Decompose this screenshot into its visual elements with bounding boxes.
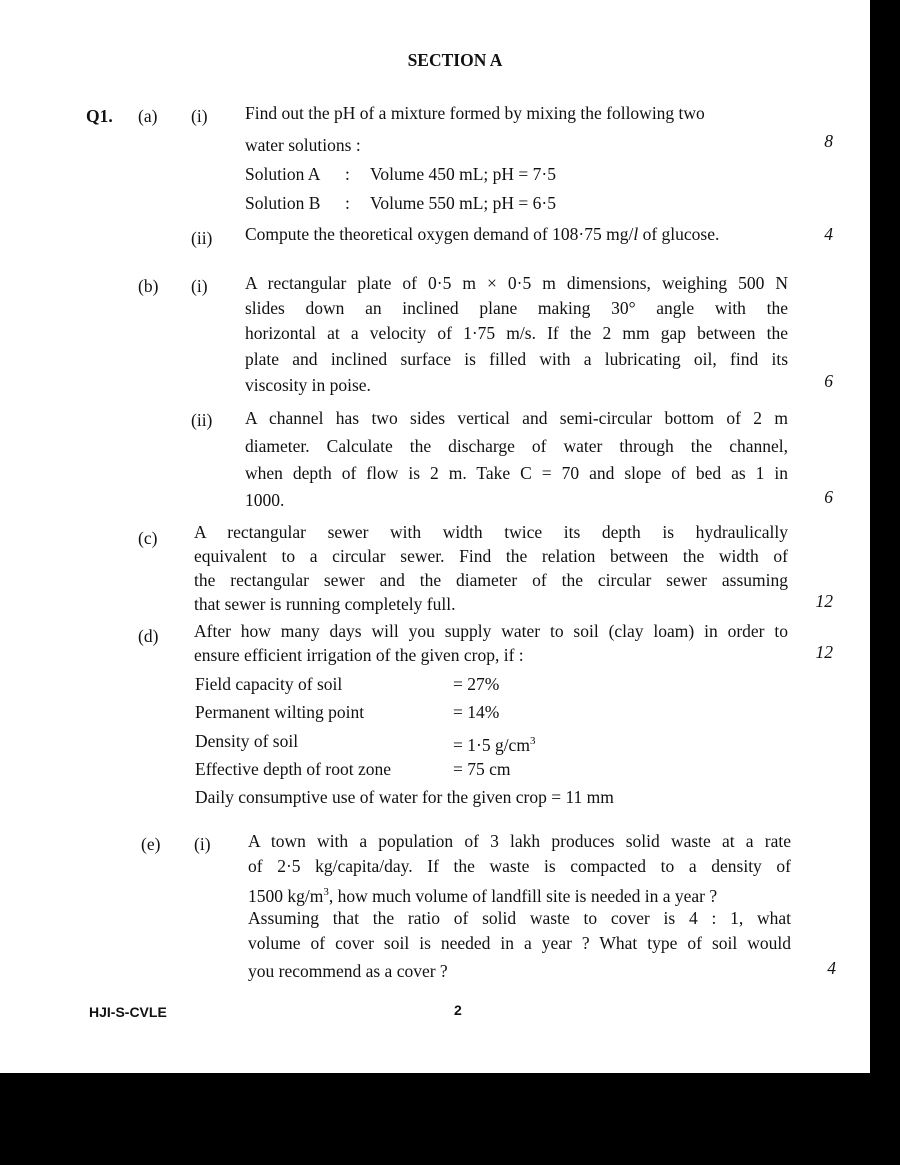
part-e-i-label: (i) — [194, 834, 211, 854]
part-a-i-text: Find out the pH of a mixture formed by mixing the following two — [245, 103, 705, 123]
part-b-i-text: plate and inclined surface is filled with a lubricating oil, find its — [245, 349, 788, 369]
part-a-ii-text: Compute the theoretical oxygen demand of 108·75 mg/l of glucose. — [245, 224, 720, 244]
marks-a-i: 8 — [824, 131, 833, 151]
soil-param-name: Field capacity of soil — [195, 674, 343, 694]
paper-code: HJI-S-CVLE — [89, 1004, 167, 1020]
solution-b-value: Volume 550 mL; pH = 6·5 — [370, 193, 556, 213]
part-c-text: the rectangular sewer and the diameter of the circular sewer assuming — [194, 570, 788, 590]
marks-b-ii: 6 — [824, 487, 833, 507]
part-c-text: equivalent to a circular sewer. Find the relation between the width of — [194, 546, 788, 566]
page-number: 2 — [454, 1002, 462, 1018]
marks-a-ii: 4 — [824, 224, 833, 244]
section-title: SECTION A — [407, 50, 503, 70]
part-c-text: that sewer is running completely full. — [194, 594, 456, 614]
part-b-i-text: horizontal at a velocity of 1·75 m/s. If the 2 mm gap between the — [245, 323, 788, 343]
part-e-i-text: volume of cover soil is needed in a year ? What type of soil would — [248, 933, 791, 953]
soil-param-value: = 1·5 $g/cm^3$ — [453, 734, 536, 755]
part-b-label: (b) — [138, 276, 159, 296]
part-d-text: After how many days will you supply water to soil (clay loam) in order to — [194, 621, 788, 641]
part-d-text: Daily consumptive use of water for the given crop = 11 mm — [195, 787, 614, 807]
part-c-label: (c) — [138, 528, 158, 548]
solution-a-label: Solution A — [245, 164, 321, 184]
solution-b-colon: : — [345, 193, 350, 213]
part-b-ii-label: (ii) — [191, 410, 213, 430]
part-a-label: (a) — [138, 106, 158, 126]
part-b-ii-text: A channel has two sides vertical and semi-circular bottom of 2 m — [245, 408, 788, 428]
part-e-i-text: A town with a population of 3 lakh produces solid waste at a rate — [248, 831, 791, 851]
solution-a-colon: : — [345, 164, 350, 184]
part-c-text: A rectangular sewer with width twice its depth is hydraulically — [194, 522, 788, 542]
part-d-label: (d) — [138, 626, 159, 646]
soil-param-name: Permanent wilting point — [195, 702, 365, 722]
part-b-i-text: A rectangular plate of 0·5 m × 0·5 m dimensions, weighing 500 N — [245, 273, 788, 293]
part-b-ii-text: when depth of flow is 2 m. Take C = 70 and slope of bed as 1 in — [245, 463, 788, 483]
soil-param-value: = 27% — [453, 674, 500, 694]
part-b-ii-text: 1000. — [245, 490, 285, 510]
part-b-i-text: slides down an inclined plane making 30° angle with the — [245, 298, 788, 318]
part-e-i-text: of 2·5 kg/capita/day. If the waste is compacted to a density of — [248, 856, 791, 876]
part-d-text: ensure efficient irrigation of the given crop, if : — [194, 645, 524, 665]
solution-a-value: Volume 450 mL; pH = 7·5 — [370, 164, 556, 184]
part-e-i-text: you recommend as a cover ? — [248, 961, 448, 981]
question-number: Q1. — [86, 106, 113, 126]
soil-param-value: = 14% — [453, 702, 500, 722]
part-a-i-text: water solutions : — [245, 135, 361, 155]
part-b-ii-text: diameter. Calculate the discharge of water through the channel, — [245, 436, 788, 456]
part-e-i-text: 1500 $kg/m^3$, how much volume of landfill site is needed in a year ? — [248, 885, 718, 906]
part-a-ii-label: (ii) — [191, 228, 213, 248]
part-e-i-text: Assuming that the ratio of solid waste to cover is 4 : 1, what — [248, 908, 791, 928]
solution-b-label: Solution B — [245, 193, 321, 213]
soil-param-value: = 75 cm — [453, 759, 511, 779]
marks-e-i: 4 — [827, 958, 836, 978]
part-b-i-label: (i) — [191, 276, 208, 296]
marks-d: 12 — [815, 642, 833, 662]
marks-c: 12 — [815, 591, 833, 611]
part-e-label: (e) — [141, 834, 161, 854]
marks-b-i: 6 — [824, 371, 833, 391]
soil-param-name: Effective depth of root zone — [195, 759, 391, 779]
part-b-i-text: viscosity in poise. — [245, 375, 371, 395]
part-a-i-label: (i) — [191, 106, 208, 126]
soil-param-name: Density of soil — [195, 731, 299, 751]
